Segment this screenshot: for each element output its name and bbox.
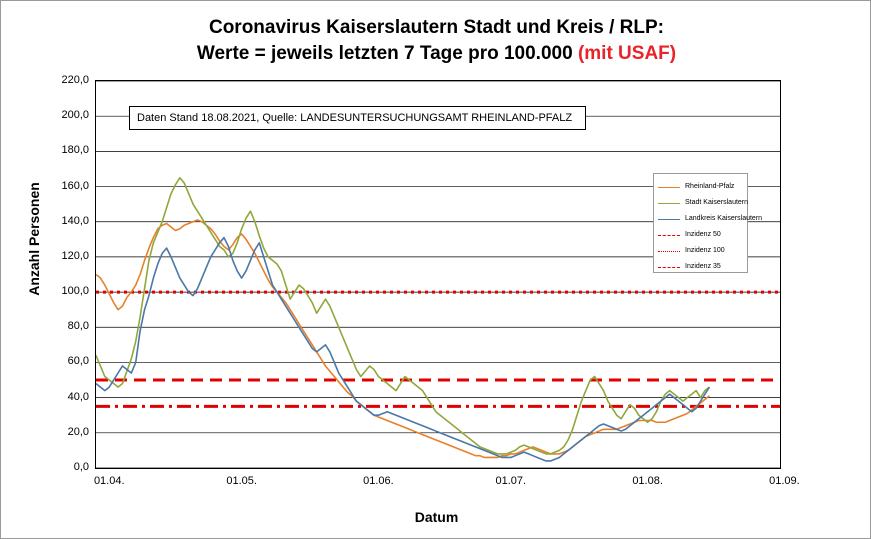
legend-label: Inzidenz 35 [685,263,721,270]
chart-title-highlight: (mit USAF) [577,43,677,64]
legend-label: Rheinland-Pfalz [685,183,735,190]
y-tick-label: 80,0 [67,320,89,333]
y-tick-label: 0,0 [73,461,89,473]
legend-swatch [658,235,680,236]
data-source-note: Daten Stand 18.08.2021, Quelle: LANDESUNTERSUCHUNGSAMT RHEINLAND-PFALZ [129,106,586,130]
legend-item [658,259,743,275]
series-line [96,178,709,454]
y-axis-title: Anzahl Personen [26,182,42,296]
legend-item [658,227,743,243]
legend-swatch [658,219,680,220]
y-tick-label: 120,0 [61,249,89,262]
legend-swatch [658,251,680,252]
y-tick-label: 100,0 [61,285,89,298]
y-tick-label: 200,0 [61,109,89,122]
y-tick-label: 140,0 [61,214,89,227]
x-tick-label: 01.09. [769,475,800,487]
chart-title [1,15,871,67]
y-tick-label: 160,0 [61,179,89,192]
series-line [96,220,709,457]
x-tick-label: 01.05. [226,475,257,487]
y-tick-label: 220,0 [61,74,89,86]
legend-item [658,211,763,227]
legend-item [658,243,743,259]
y-tick-label: 40,0 [67,390,89,403]
legend-swatch [658,267,680,268]
y-tick-label: 180,0 [61,144,89,157]
x-tick-label: 01.08. [632,475,663,487]
chart-legend [653,173,763,273]
x-tick-label: 01.04. [93,475,125,487]
chart-title-line1: Coronavirus Kaiserslautern Stadt und Kreis / RLP: [208,17,665,38]
legend-swatch [658,187,680,188]
legend-label: Inzidenz 100 [685,247,725,254]
legend-label: Landkreis Kaiserslautern [685,215,763,222]
y-tick-label: 60,0 [67,355,89,368]
legend-item [658,195,749,211]
chart-title-line2 [1,41,871,67]
x-tick-label: 01.07. [495,475,527,487]
x-axis-title: Datum [414,509,459,525]
x-tick-label: 01.06. [363,475,394,487]
chart-title-line2-text: Werte = jeweils letzten 7 Tage pro 100.000 [196,43,578,64]
legend-swatch [658,203,680,204]
legend-item [658,179,743,195]
y-tick-label: 20,0 [67,425,89,438]
legend-label: Inzidenz 50 [685,231,721,238]
legend-label: Stadt Kaiserslautern [685,199,749,206]
